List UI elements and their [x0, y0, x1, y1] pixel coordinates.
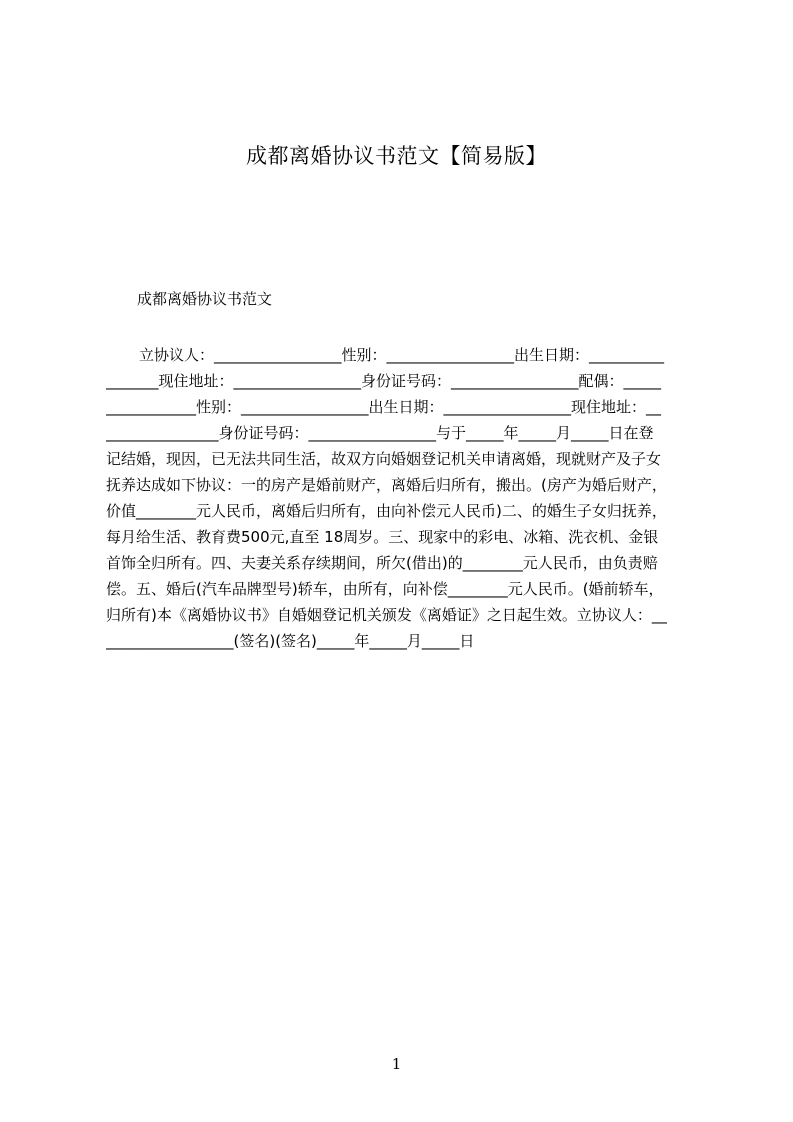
body-line-1: 立协议人：_________________性别：_________________出生日期：__________	[139, 346, 665, 364]
body-line-8: 每月给生活、教育费500元,直至 18周岁。三、现家中的彩电、冰箱、洗衣机、金银	[106, 528, 659, 546]
body-line-3: ____________性别：_________________出生日期：_________________现住地址：__	[106, 398, 662, 416]
body-line-11: 归所有)本《离婚协议书》自婚姻登记机关颁发《离婚证》之日起生效。立协议人：__	[106, 606, 667, 624]
body-line-7: 价值________元人民币，离婚后归所有，由向补偿元人民币)二、的婚生子女归抚养，	[106, 502, 667, 520]
page-number: 1	[391, 1055, 402, 1073]
body-line-12: _________________(签名)(签名)_____年_____月_____日	[106, 632, 475, 650]
document-subtitle: 成都离婚协议书范文	[137, 290, 273, 308]
body-line-5: 记结婚，现因，已无法共同生活，故双方向婚姻登记机关申请离婚，现就财产及子女	[106, 450, 662, 468]
body-line-2: _______现住地址：_________________身份证号码：_________________配偶：_____	[106, 372, 662, 390]
body-line-4: _______________身份证号码：_________________与于_____年_____月_____日在登	[106, 424, 654, 442]
body-line-10: 偿。五、婚后(汽车品牌型号)轿车，由所有，向补偿________元人民币。(婚前轿车，	[106, 580, 664, 598]
body-line-6: 抚养达成如下协议：一的房产是婚前财产，离婚后归所有，搬出。(房产为婚后财产，	[106, 476, 667, 494]
body-line-9: 首饰全归所有。四、夫妻关系存续期间，所欠(借出)的________元人民币，由负责赔	[106, 554, 658, 572]
document-title: 成都离婚协议书范文【简易版】	[246, 144, 547, 168]
